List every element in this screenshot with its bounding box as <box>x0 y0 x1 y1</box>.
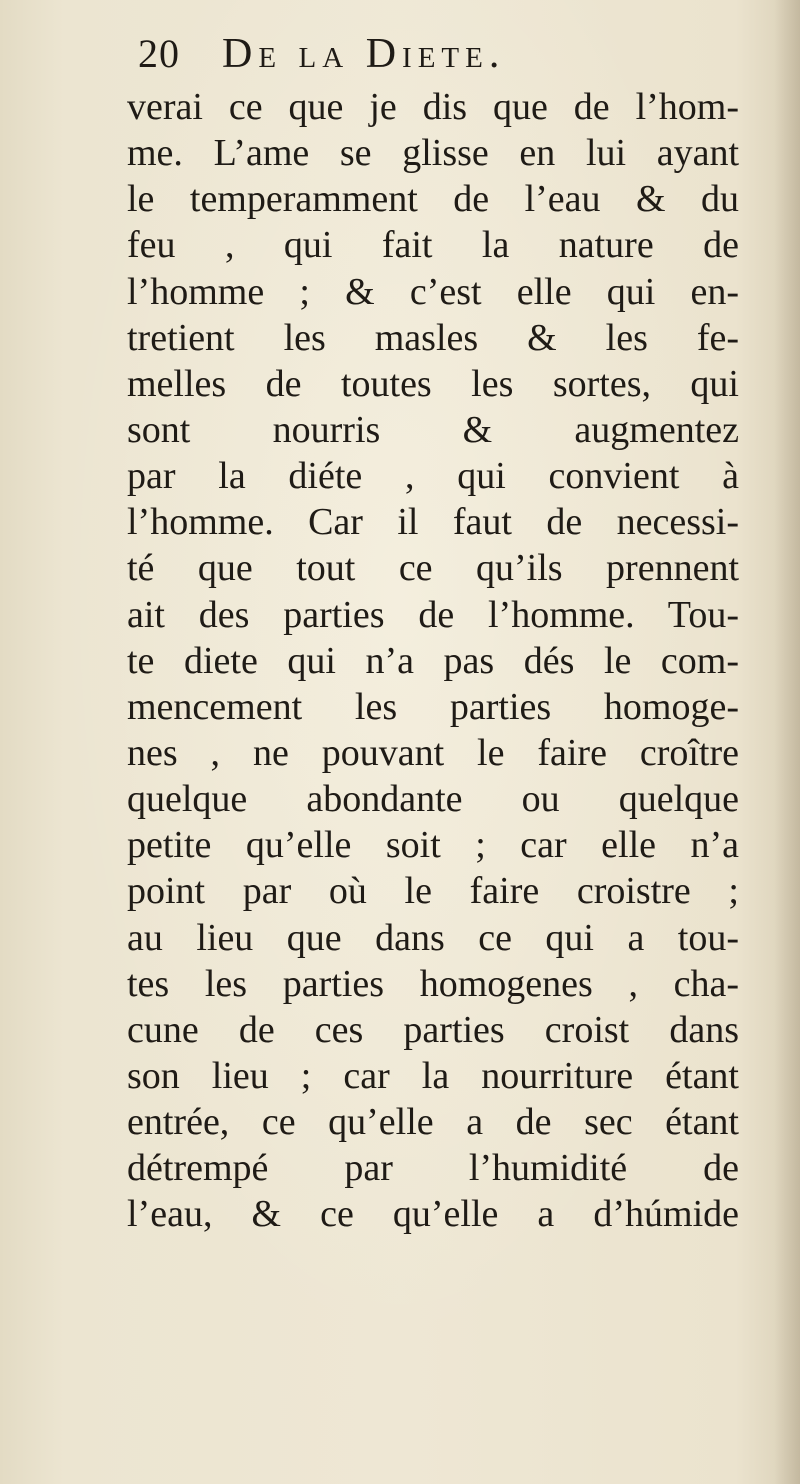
text-line: me. L’ame se glisse en lui ayant <box>127 132 739 175</box>
text-line: l’homme ; & c’est elle qui en- <box>127 270 739 313</box>
text-line: par la diéte , qui convient à <box>127 455 739 498</box>
text-line: té que tout ce qu’ils prennent <box>127 547 739 590</box>
text-line: l’eau, & ce qu’elle a d’húmide <box>127 1193 739 1236</box>
text-line: ait des parties de l’homme. Tou- <box>127 593 739 636</box>
text-line: tes les parties homogenes , cha- <box>127 962 739 1005</box>
text-line: le temperamment de l’eau & du <box>127 178 739 221</box>
text-line: détrempé par l’humidité de <box>127 1147 739 1190</box>
text-line: tretient les masles & les fe- <box>127 316 739 359</box>
running-title: De la Diete. <box>222 31 506 77</box>
text-line: te diete qui n’a pas dés le com- <box>127 639 739 682</box>
text-line: nes , ne pouvant le faire croître <box>127 731 739 774</box>
text-line: feu , qui fait la nature de <box>127 224 739 267</box>
text-line: melles de toutes les sortes, qui <box>127 362 739 405</box>
running-head <box>138 30 738 90</box>
page-number: 20 <box>138 31 180 76</box>
text-line: quelque abondante ou quelque <box>127 778 739 821</box>
text-line: mencement les parties homoge- <box>127 685 739 728</box>
text-line: son lieu ; car la nourriture étant <box>127 1054 739 1097</box>
text-line: au lieu que dans ce qui a tou- <box>127 916 739 959</box>
text-line: sont nourris & augmentez <box>127 408 739 451</box>
text-line: verai ce que je dis que de l’hom- <box>127 86 739 128</box>
text-line: l’homme. Car il faut de necessi- <box>127 501 739 544</box>
body-text <box>127 84 739 1238</box>
text-line: cune de ces parties croist dans <box>127 1008 739 1051</box>
text-line: petite qu’elle soit ; car elle n’a <box>127 824 739 867</box>
page-edge-shadow <box>774 0 800 1484</box>
text-line: entrée, ce qu’elle a de sec étant <box>127 1101 739 1144</box>
text-line: point par où le faire croistre ; <box>127 870 739 913</box>
